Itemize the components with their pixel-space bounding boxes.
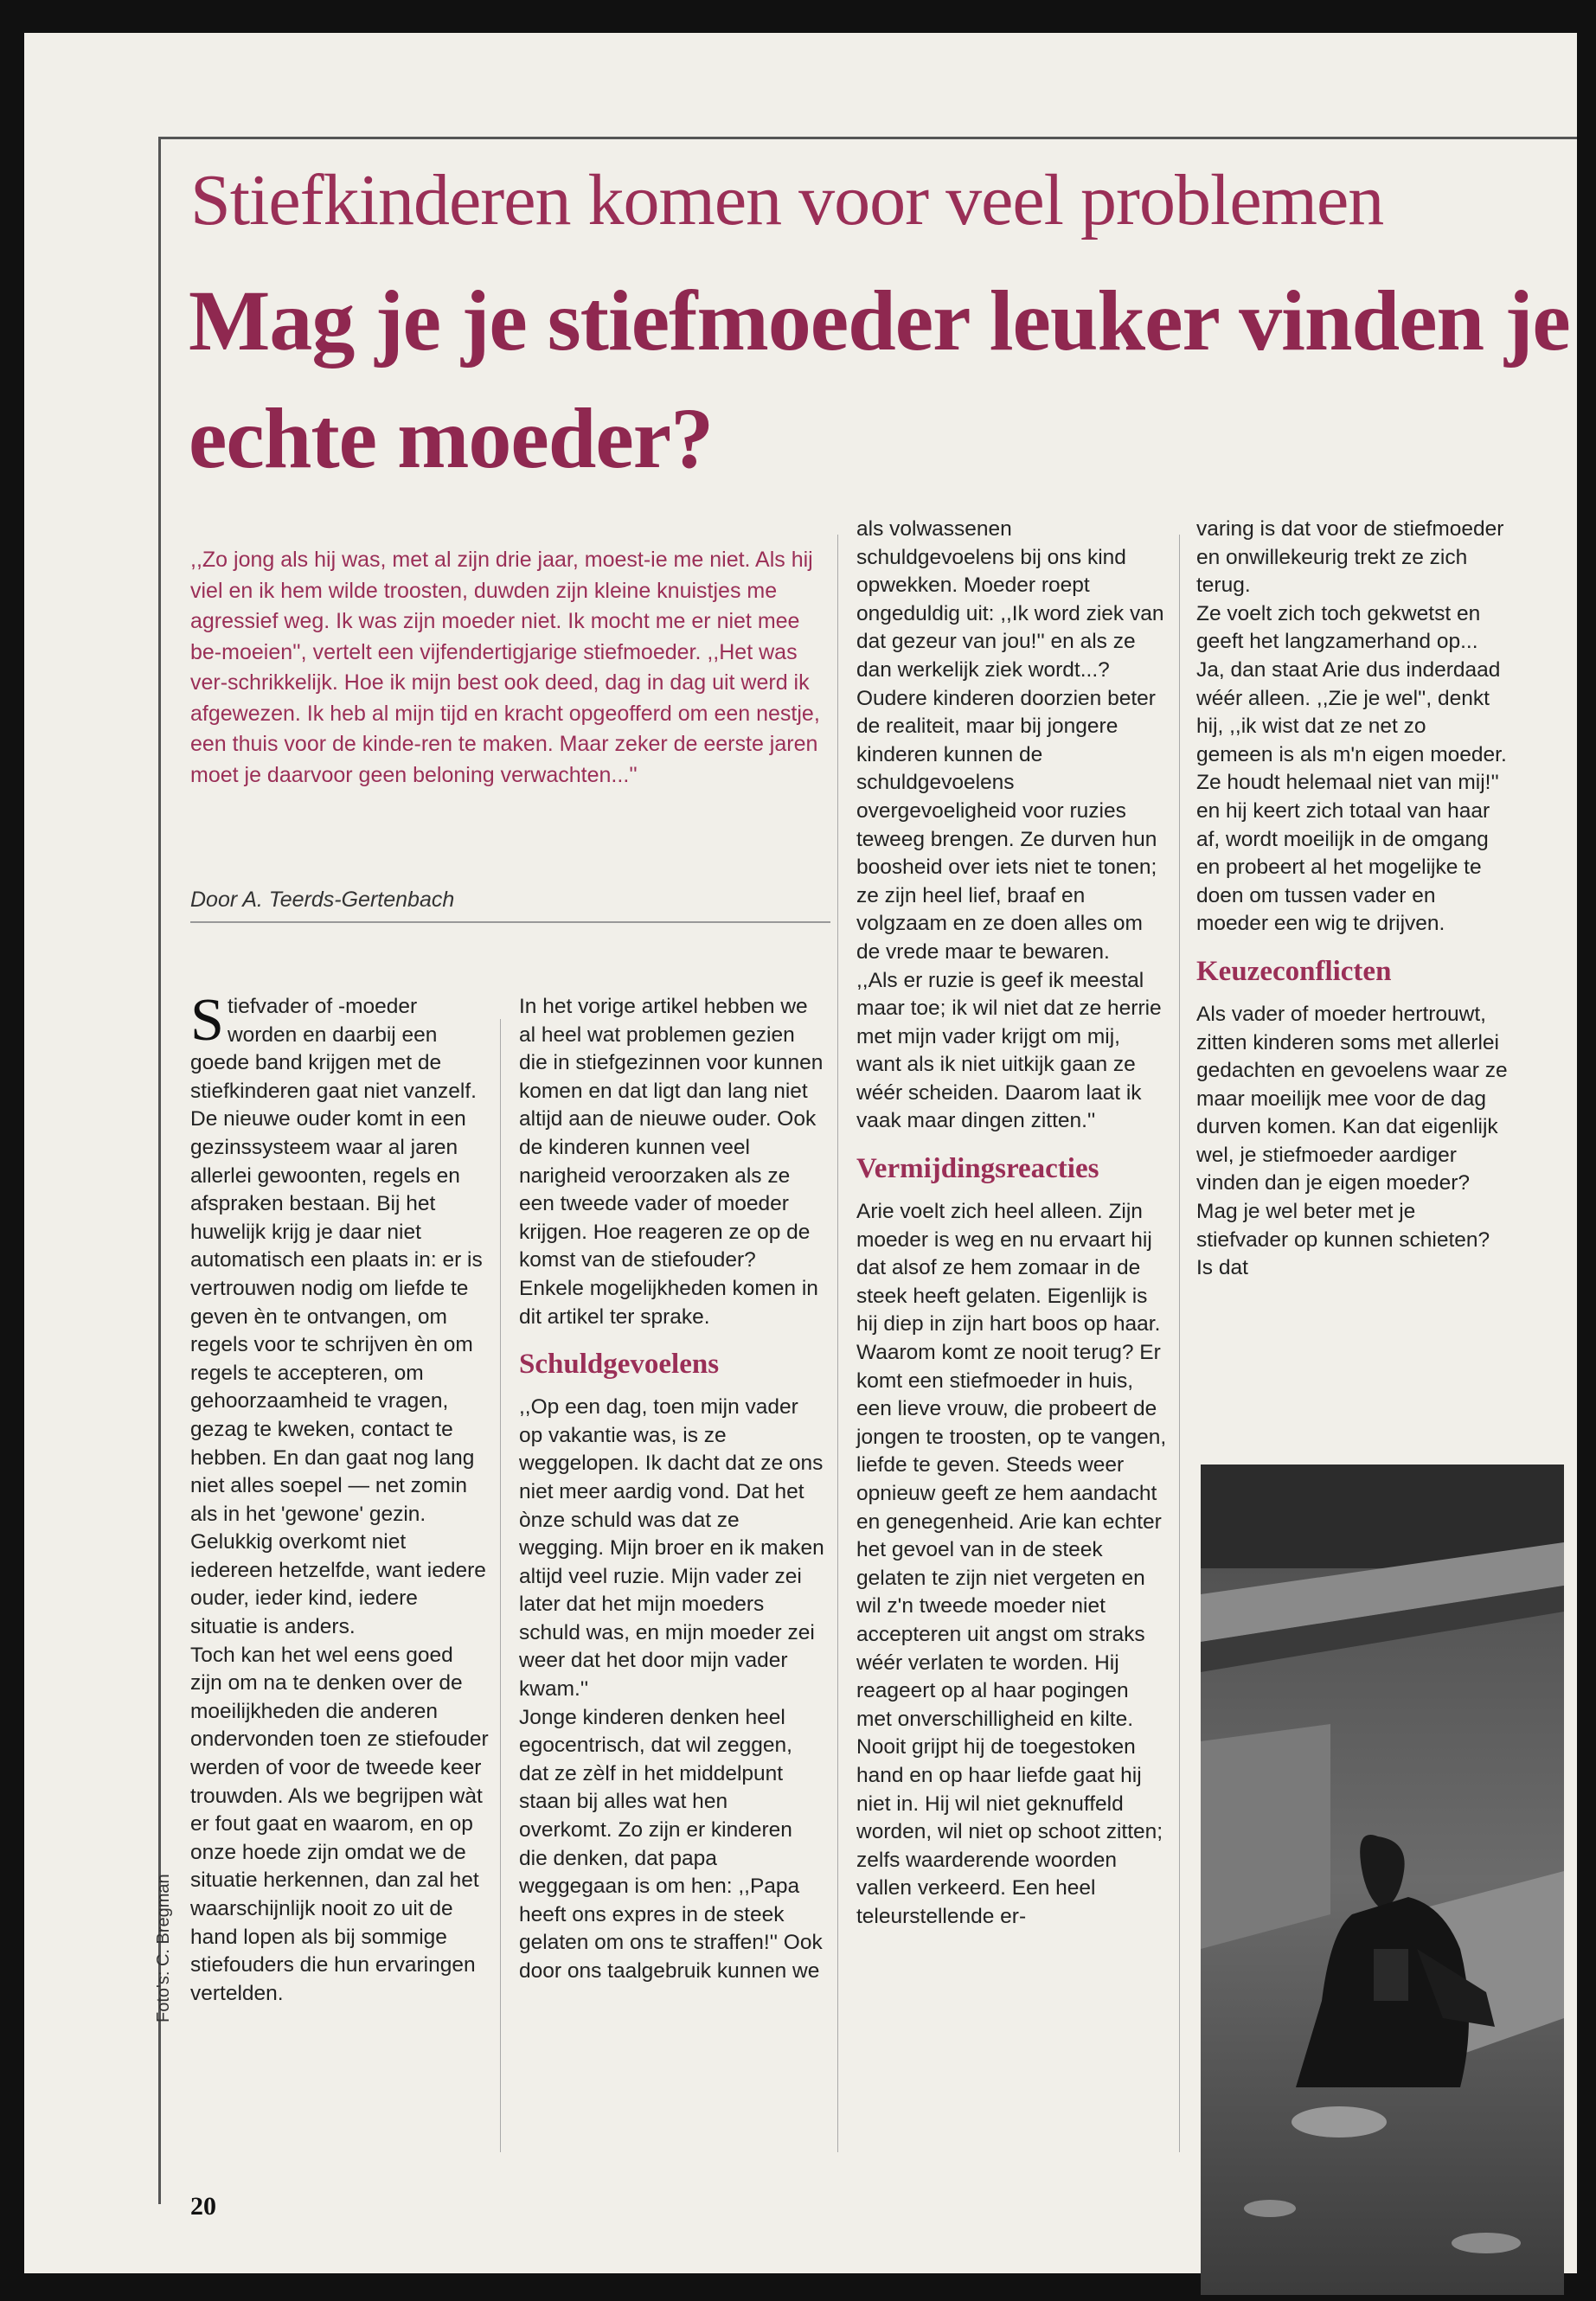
col2-paragraph-3: Jonge kinderen denken heel egocentrisch, dat wil zeggen, dat ze zèlf in het middelpunt staan bij alles wat hen overkomt. Zo zijn er kinderen die denken, dat papa weggegaan is om hen: ,,Papa heeft ons expres in de steek gelaten om ons te straffen!'' Ook door ons taalgebruik kunnen we xyxy=(519,1705,823,1983)
column-2 xyxy=(519,993,826,1986)
col1-paragraph-1: Stiefvader of -moeder worden en daarbij een goede band krijgen met de stiefkinderen gaat niet vanzelf. De nieuwe ouder komt in een gezinssysteem waar al jaren allerlei gewoonten, regels en afspraken bestaan. Bij het huwelijk krijg je daar niet automatisch een plaats in: er is vertrouwen nodig om liefde te geven èn te ontvangen, om regels voor te schrijven èn om regels te accepteren, om gehoorzaamheid te vragen, gezag te kweken, contact te hebben. En dan gaat nog lang niet alles soepel — net zomin als in het 'gewone' gezin. Gelukkig overkomt niet iedereen hetzelfde, want iedere ouder, ieder kind, iedere situatie is anders. xyxy=(190,987,486,1639)
column-1 xyxy=(190,987,489,2008)
col4-paragraph-3: Als vader of moeder hertrouwt, zitten kinderen soms met allerlei gedachten en gevoelens waar ze maar moeilijk mee voor de dag durven komen. Kan dat eigenlijk wel, je stiefmoeder aardiger vinden dan je eigen moeder? Mag je wel beter met je stiefvader op kunnen schieten? Is dat xyxy=(1196,1002,1508,1280)
top-frame-rule xyxy=(158,137,1577,139)
magazine-page xyxy=(24,33,1577,2273)
byline: Door A. Teerds-Gertenbach xyxy=(190,888,455,912)
column-divider-3 xyxy=(1179,535,1180,2152)
col3-paragraph-2: ,,Als er ruzie is geef ik meestal maar toe; ik wil niet dat ze herrie met mijn vader krijgt om mij, want als ik niet uitkijk gaan ze wéér scheiden. Daarom laat ik vaak maar dingen zitten.'' xyxy=(856,968,1162,1133)
article-headline: Mag je je stiefmoeder leuker vinden je echte moeder? xyxy=(189,272,1570,486)
article-kicker: Stiefkinderen komen voor veel problemen xyxy=(190,160,1384,240)
column-4 xyxy=(1196,516,1508,1283)
col4-paragraph-1: varing is dat voor de stiefmoeder en onwillekeurig trekt ze zich terug. xyxy=(1196,517,1504,598)
drop-cap: S xyxy=(190,987,224,1054)
intro-paragraph: ,,Zo jong als hij was, met al zijn drie jaar, moest-ie me niet. Als hij viel en ik hem wilde troosten, duwden zijn kleine knuistjes me agressief weg. Ik was zijn moeder niet. Ik mocht me er niet mee be-moeien'', vertelt een vijfendertigjarige stiefmoeder. ,,Het was ver-schrikkelijk. Hoe ik mijn best ook deed, dag in dag uit werd ik afgewezen. Ik heb al mijn tijd en kracht opgeofferd om een nestje, een thuis voor de kinde-ren te maken. Maar zeker de eerste jaren moet je daarvoor geen beloning verwachten...'' xyxy=(190,548,820,787)
col2-paragraph-1: In het vorige artikel hebben we al heel wat problemen gezien die in stiefgezinnen voor kunnen komen en dat ligt dan lang niet altijd aan de nieuwe ouder. Ook de kinderen kunnen veel narigheid veroorzaken als ze een tweede vader of moeder krijgen. Hoe reageren ze op de komst van de stiefouder? Enkele mogelijkheden komen in dit artikel ter sprake. xyxy=(519,995,824,1329)
col4-paragraph-2: Ze voelt zich toch gekwetst en geeft het langzamerhand op... Ja, dan staat Arie dus inderdaad wéér alleen. ,,Zie je wel'', denkt hij, ,,ik wist dat ze net zo gemeen is als m'n eigen moeder. Ze houdt helemaal niet van mij!'' en hij keert zich totaal van haar af, wordt moeilijk in de omgang en probeert al het mogelijke te doen om tussen vader en moeder een wig te drijven. xyxy=(1196,601,1507,936)
col2-paragraph-2: ,,Op een dag, toen mijn vader op vakantie was, is ze weggelopen. Ik dacht dat ze ons niet meer aardig vond. Dat het ònze schuld was dat ze wegging. Mijn broer en ik maken altijd veel ruzie. Mijn vader zei later dat het mijn moeders schuld was, en mijn moeder zei weer dat het door mijn vader kwam.'' xyxy=(519,1395,824,1702)
col3-paragraph-1: als volwassenen schuldgevoelens bij ons kind opwekken. Moeder roept ongeduldig uit: ,,Ik word ziek van dat gezeur van jou!'' en als ze dan werkelijk ziek wordt...? Oudere kinderen doorzien beter de realiteit, maar bij jongere kinderen kunnen de schuldgevoelens overgevoeligheid voor ruzies teweeg brengen. Ze durven hun boosheid over iets niet te tonen; ze zijn heel lief, braaf en volgzaam en ze doen alles om de vrede maar te bewaren. xyxy=(856,517,1164,964)
col1-paragraph-2: Toch kan het wel eens goed zijn om na te denken over de moeilijkheden die anderen ondervonden toen ze stiefouder werden of voor de tweede keer trouwden. Als we begrijpen wàt er fout gaat en waarom, en op onze hoede zijn omdat we de situatie herkennen, dan zal het waarschijnlijk nooit zo uit de hand lopen als bij sommige stiefouders die hun ervaringen vertelden. xyxy=(190,1643,489,2005)
column-divider-1 xyxy=(500,1019,501,2152)
col3-paragraph-3: Arie voelt zich heel alleen. Zijn moeder is weg en nu ervaart hij dat alsof ze hem zomaar in de steek heeft gelaten. Eigenlijk is hij diep in zijn hart boos op haar. Waarom komt ze nooit terug? Er komt een stiefmoeder in huis, een lieve vrouw, die probeert de jongen te troosten, op te vangen, liefde te geven. Steeds weer opnieuw geeft ze hem aandacht en genegenheid. Arie kan echter het gevoel van in de steek gelaten te zijn niet vergeten en wil z'n tweede moeder niet accepteren uit angst om straks wéér verlaten te worden. Hij reageert op al haar pogingen met onverschilligheid en kilte. Nooit grijpt hij de toegestoken hand en op haar liefde gaat hij niet in. Hij wil niet geknuffeld worden, wil niet op schoot zitten; zelfs waarderende woorden vallen verkeerd. Een heel teleurstellende er- xyxy=(856,1200,1167,1928)
subheading-vermijdingsreacties: Vermijdingsreacties xyxy=(856,1153,1099,1185)
page-number: 20 xyxy=(190,2192,216,2221)
photo-credit: Foto's: C. Bregman xyxy=(154,1874,173,2022)
byline-divider xyxy=(190,921,830,923)
subheading-schuldgevoelens: Schuldgevoelens xyxy=(519,1349,720,1381)
photo-child-sitting-alone xyxy=(1201,1465,1564,2295)
column-divider-2 xyxy=(837,535,838,2152)
subheading-keuzeconflicten: Keuzeconflicten xyxy=(1196,955,1392,987)
column-3 xyxy=(856,516,1168,1932)
